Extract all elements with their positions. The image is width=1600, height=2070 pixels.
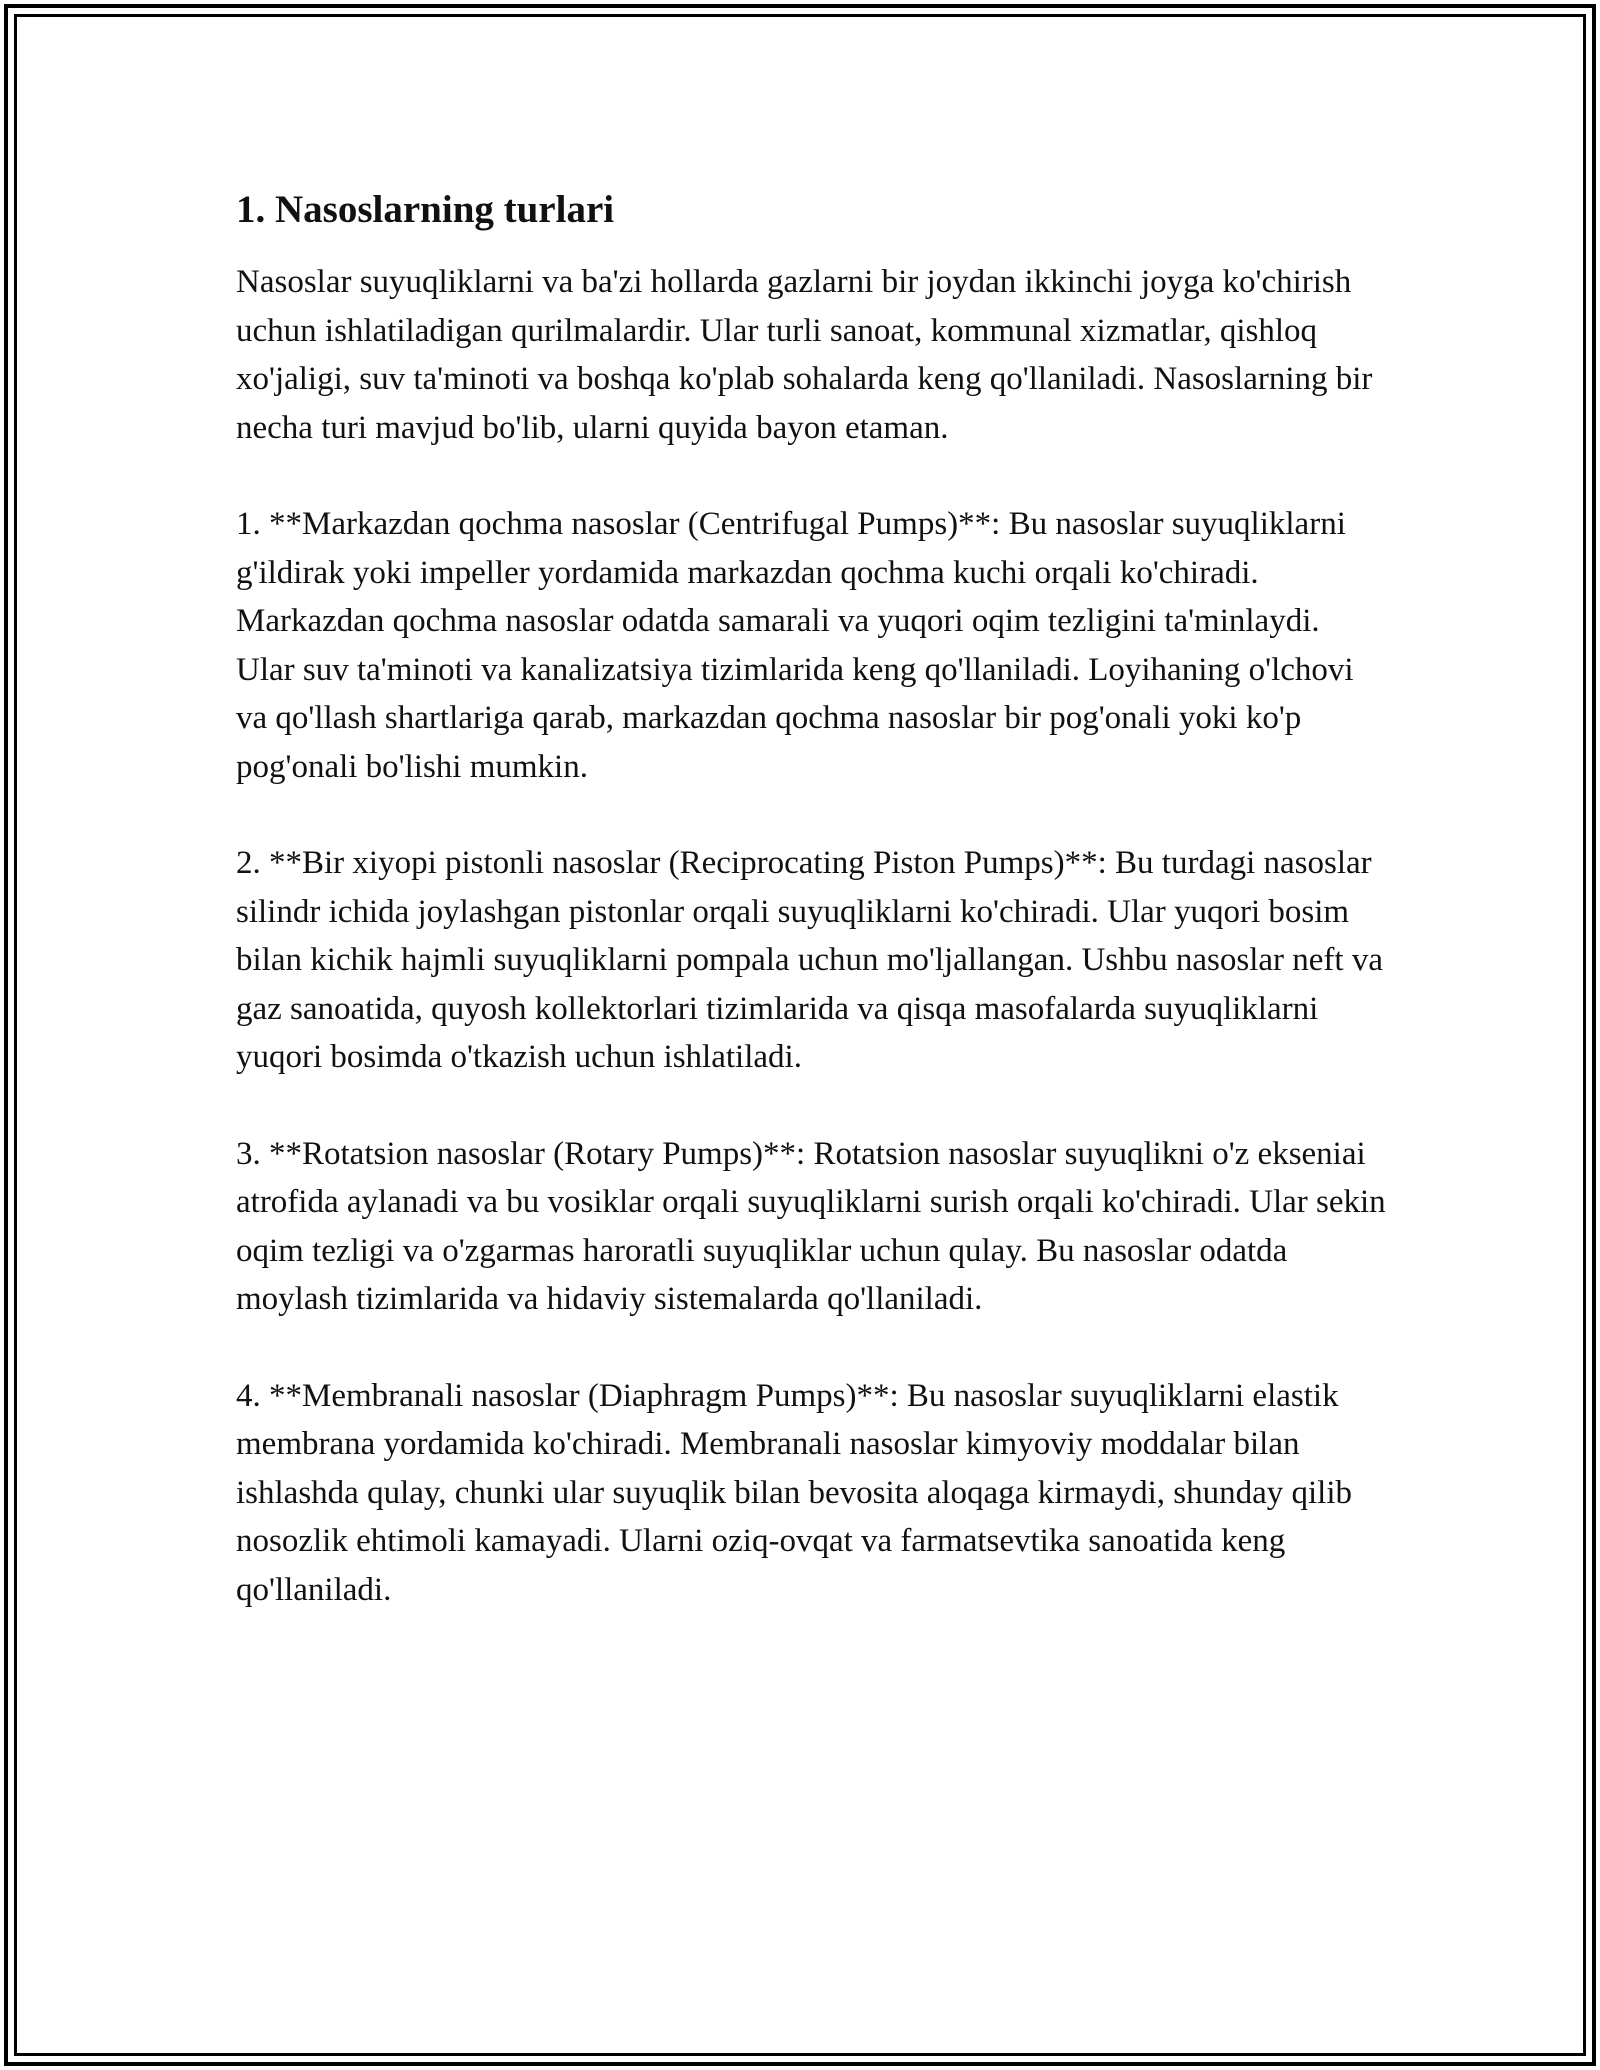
paragraph-piston-pumps: 2. **Bir xiyopi pistonli nasoslar (Reciprocating Piston Pumps)**: Bu turdagi nasoslar silindr ichida joylashgan pistonlar orqali suyuqliklarni ko'chiradi. Ular yuqori bosim bilan kichik hajmli suyuqliklarni pompala uchun mo'ljallangan. Ushbu nasoslar neft va gaz sanoatida, quyosh kollektorlari tizimlarida va qisqa masofalarda suyuqliklarni yuqori bosimda o'tkazish uchun ishlatiladi.	[236, 845, 1383, 1075]
intro-paragraph: Nasoslar suyuqliklarni va ba'zi hollarda gazlarni bir joydan ikkinchi joyga ko'chirish uchun ishlatiladigan qurilmalardir. Ular turli sanoat, kommunal xizmatlar, qishloq xo'jaligi, suv ta'minoti va boshqa ko'plab sohalarda keng qo'llaniladi. Nasoslarning bir necha turi mavjud bo'lib, ularni quyida bayon etaman.	[236, 264, 1373, 446]
paragraph-diaphragm-pumps: 4. **Membranali nasoslar (Diaphragm Pumps)**: Bu nasoslar suyuqliklarni elastik membrana yordamida ko'chiradi. Membranali nasoslar kimyoviy moddalar bilan ishlashda qulay, chunki ular suyuqlik bilan bevosita aloqaga kirmaydi, shunday qilib nosozlik ehtimoli kamayadi. Ularni oziq-ovqat va farmatsevtika sanoatida keng qo'llaniladi.	[236, 1377, 1352, 1608]
paragraph-rotary-pumps: 3. **Rotatsion nasoslar (Rotary Pumps)**: Rotatsion nasoslar suyuqlikni o'z ekseniai atrofida aylanadi va bu vosiklar orqali suyuqliklarni surish orqali ko'chiradi. Ular sekin oqim tezligi va o'zgarmas haroratli suyuqliklar uchun qulay. Bu nasoslar odatda moylash tizimlarida va hidaviy sistemalarda qo'llaniladi.	[236, 1135, 1386, 1317]
section-heading: 1. Nasoslarning turlari	[236, 188, 615, 231]
document-body	[236, 186, 1386, 1662]
paragraph-centrifugal-pumps: 1. **Markazdan qochma nasoslar (Centrifugal Pumps)**: Bu nasoslar suyuqliklarni g'ildirak yoki impeller yordamida markazdan qochma kuchi orqali ko'chiradi. Markazdan qochma nasoslar odatda samarali va yuqori oqim tezligini ta'minlaydi. Ular suv ta'minoti va kanalizatsiya tizimlarida keng qo'llaniladi. Loyihaning o'lchovi va qo'llash shartlariga qarab, markazdan qochma nasoslar bir pog'onali yoki ko'p pog'onali bo'lishi mumkin.	[236, 506, 1354, 785]
